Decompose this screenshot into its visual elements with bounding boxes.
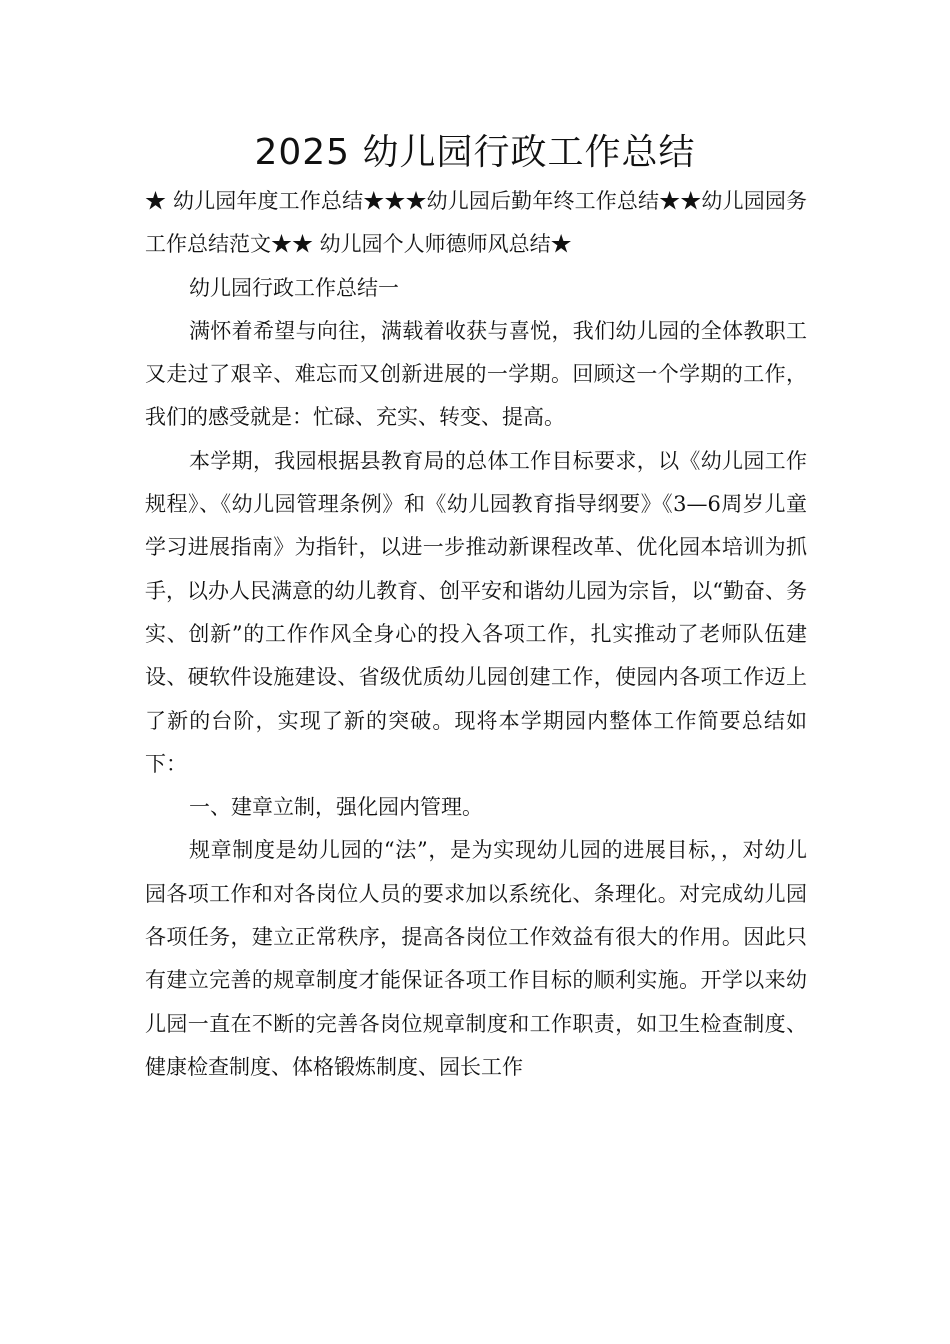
subheading-1: 一、建章立制，强化园内管理。 — [189, 795, 483, 820]
document-body — [145, 180, 807, 1089]
paragraph-1: 满怀着希望与向往，满载着收获与喜悦，我们幼儿园的全体教职工又走过了艰辛、难忘而又创新进展的一学期。回顾这一个学期的工作，我们的感受就是：忙碌、充实、转变、提高。 — [145, 318, 807, 430]
paragraph-2: 本学期，我园根据县教育局的总体工作目标要求，以《幼儿园工作规程》、《幼儿园管理条例》和《幼儿园教育指导纲要》《3—6周岁儿童学习进展指南》为指针，以进一步推动新课程改革、优化园本培训为抓手，以办人民满意的幼儿教育、创平安和谐幼儿园为宗旨，以“勤奋、务实、创新”的工作作风全身心的投入各项工作，扎实推动了老师队伍建设、硬软件设施建设、省级优质幼儿园创建工作，使园内各项工作迈上了新的台阶，实现了新的突破。现将本学期园内整体工作简要总结如下： — [145, 448, 807, 776]
related-links-line: ★ 幼儿园年度工作总结★★★幼儿园后勤年终工作总结★★幼儿园园务工作总结范文★★ 幼儿园个人师德师风总结★ — [145, 189, 807, 257]
document-title: 2025 幼儿园行政工作总结 — [254, 132, 696, 173]
paragraph-3: 规章制度是幼儿园的“法”，是为实现幼儿园的进展目标，，对幼儿园各项工作和对各岗位人员的要求加以系统化、条理化。对完成幼儿园各项任务，建立正常秩序，提高各岗位工作效益有很大的作用。因此只有建立完善的规章制度才能保证各项工作目标的顺利实施。开学以来幼儿园一直在不断的完善各岗位规章制度和工作职责，如卫生检查制度、健康检查制度、体格锻炼制度、园长工作 — [145, 838, 807, 1079]
section-heading: 幼儿园行政工作总结一 — [189, 275, 399, 300]
